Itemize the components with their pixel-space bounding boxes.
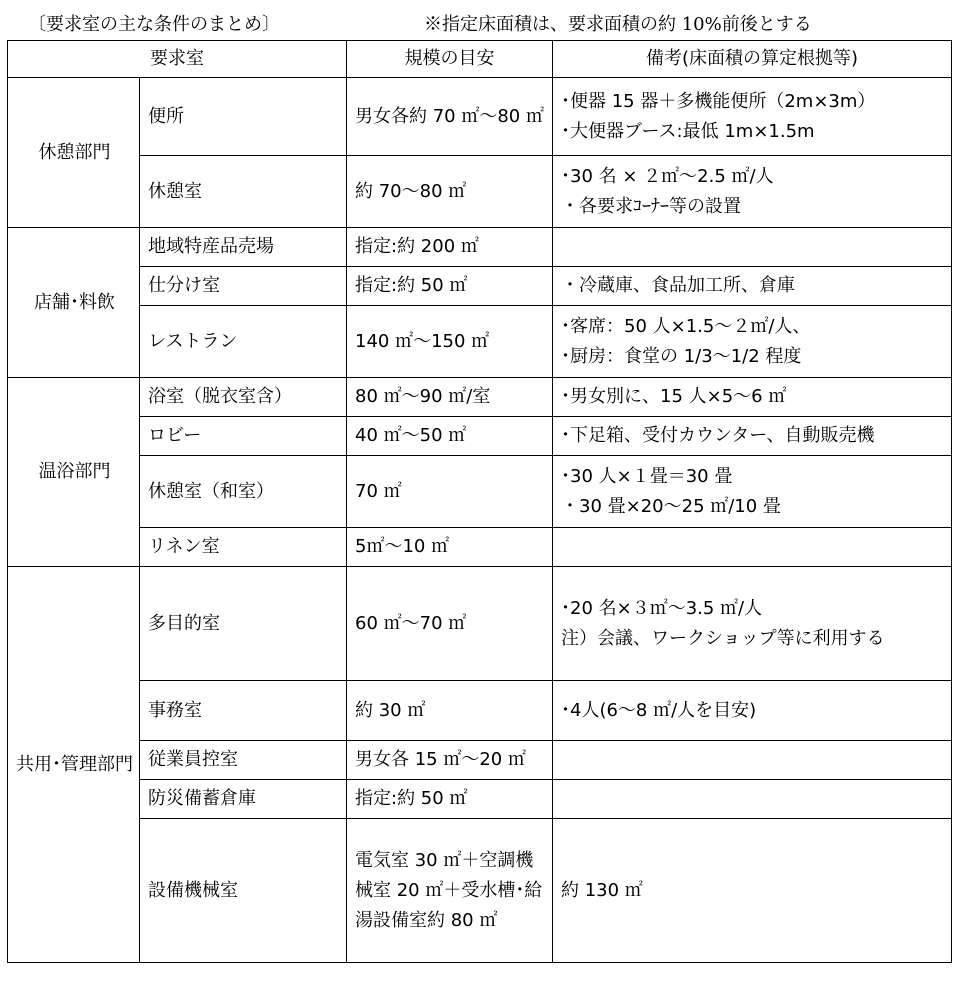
note-cell — [553, 78, 952, 156]
note-line: 注）会議、ワークショップ等に利用する — [561, 627, 885, 649]
table-row — [8, 378, 952, 417]
scale-cell: 男女各約 70 ㎡〜80 ㎡ — [347, 78, 553, 156]
note-line: ･大便器ブース:最低 1m×1.5m — [561, 120, 815, 142]
note-line: ･4人(6〜8 ㎡/人を目安) — [561, 699, 757, 721]
note-line: ･厨房：食堂の 1/3〜1/2 程度 — [561, 345, 802, 367]
note-cell — [553, 681, 952, 741]
table-row — [8, 681, 952, 741]
note-cell — [553, 528, 952, 567]
room-cell: 休憩室（和室） — [140, 456, 347, 528]
table-header-row — [8, 41, 952, 78]
scale-cell: 男女各 15 ㎡〜20 ㎡ — [347, 741, 553, 780]
scale-cell: 約 70〜80 ㎡ — [347, 156, 553, 228]
scale-cell: 60 ㎡〜70 ㎡ — [347, 567, 553, 681]
room-cell: レストラン — [140, 306, 347, 378]
note-line: ・冷蔵庫、食品加工所、倉庫 — [561, 275, 795, 296]
room-cell: 仕分け室 — [140, 267, 347, 306]
room-cell: 設備機械室 — [140, 819, 347, 963]
department-cell: 共用･管理部門 — [8, 567, 140, 963]
scale-cell: 5㎡〜10 ㎡ — [347, 528, 553, 567]
table-row — [8, 456, 952, 528]
requirements-table — [7, 40, 952, 963]
scale-cell: 電気室 30 ㎡＋空調機械室 20 ㎡＋受水槽･給湯設備室約 80 ㎡ — [347, 819, 553, 963]
table-row — [8, 528, 952, 567]
room-cell: 事務室 — [140, 681, 347, 741]
department-cell: 温浴部門 — [8, 378, 140, 567]
note-line: ･30 名 × ２㎡〜2.5 ㎡/人 — [561, 165, 774, 187]
scale-cell: 指定:約 200 ㎡ — [347, 228, 553, 267]
table-row — [8, 78, 952, 156]
table-row — [8, 156, 952, 228]
column-header-note: 備考(床面積の算定根拠等) — [553, 41, 952, 78]
note-line: ･下足箱、受付カウンター、自動販売機 — [561, 425, 875, 446]
scale-cell: 70 ㎡ — [347, 456, 553, 528]
note-line: ･客席：50 人×1.5〜２㎡/人、 — [561, 315, 811, 337]
table-row — [8, 417, 952, 456]
scale-cell: 140 ㎡〜150 ㎡ — [347, 306, 553, 378]
room-cell: 便所 — [140, 78, 347, 156]
scale-cell: 指定:約 50 ㎡ — [347, 780, 553, 819]
note-line: ･20 名×３㎡〜3.5 ㎡/人 — [561, 597, 763, 619]
note-cell — [553, 417, 952, 456]
table-row — [8, 306, 952, 378]
room-cell: 防災備蓄倉庫 — [140, 780, 347, 819]
table-row — [8, 567, 952, 681]
note-cell — [553, 156, 952, 228]
room-cell: ロビー — [140, 417, 347, 456]
column-header-room: 要求室 — [8, 41, 347, 78]
room-cell: 浴室（脱衣室含） — [140, 378, 347, 417]
note-line: ･男女別に、15 人×5〜6 ㎡ — [561, 386, 787, 407]
table-row — [8, 228, 952, 267]
note-line: ・30 畳×20〜25 ㎡/10 畳 — [561, 495, 781, 517]
note-cell — [553, 378, 952, 417]
note-cell — [553, 741, 952, 780]
note-cell — [553, 267, 952, 306]
room-cell: 地域特産品売場 — [140, 228, 347, 267]
table-row — [8, 741, 952, 780]
room-cell: リネン室 — [140, 528, 347, 567]
room-cell: 多目的室 — [140, 567, 347, 681]
note-line: ･便器 15 器＋多機能便所（2m×3m） — [561, 90, 876, 112]
table-row — [8, 267, 952, 306]
note-cell — [553, 567, 952, 681]
note-cell — [553, 780, 952, 819]
table-row — [8, 819, 952, 963]
note-cell — [553, 456, 952, 528]
page-header — [0, 0, 959, 40]
note-line: ・各要求ｺｰﾅｰ等の設置 — [561, 195, 741, 217]
department-cell: 休憩部門 — [8, 78, 140, 228]
summary-title: 〔要求室の主な条件のまとめ〕 — [28, 14, 280, 35]
scale-cell: 指定:約 50 ㎡ — [347, 267, 553, 306]
table-row — [8, 780, 952, 819]
scale-cell: 80 ㎡〜90 ㎡/室 — [347, 378, 553, 417]
column-header-scale: 規模の目安 — [347, 41, 553, 78]
area-note: ※指定床面積は、要求面積の約 10%前後とする — [424, 14, 812, 35]
room-cell: 休憩室 — [140, 156, 347, 228]
scale-cell: 40 ㎡〜50 ㎡ — [347, 417, 553, 456]
room-cell: 従業員控室 — [140, 741, 347, 780]
note-line: 約 130 ㎡ — [561, 879, 643, 901]
note-cell — [553, 819, 952, 963]
note-cell — [553, 306, 952, 378]
note-line: ･30 人×１畳＝30 畳 — [561, 465, 733, 487]
table-body — [8, 78, 952, 963]
scale-cell: 約 30 ㎡ — [347, 681, 553, 741]
note-cell — [553, 228, 952, 267]
department-cell: 店舗･料飲 — [8, 228, 140, 378]
